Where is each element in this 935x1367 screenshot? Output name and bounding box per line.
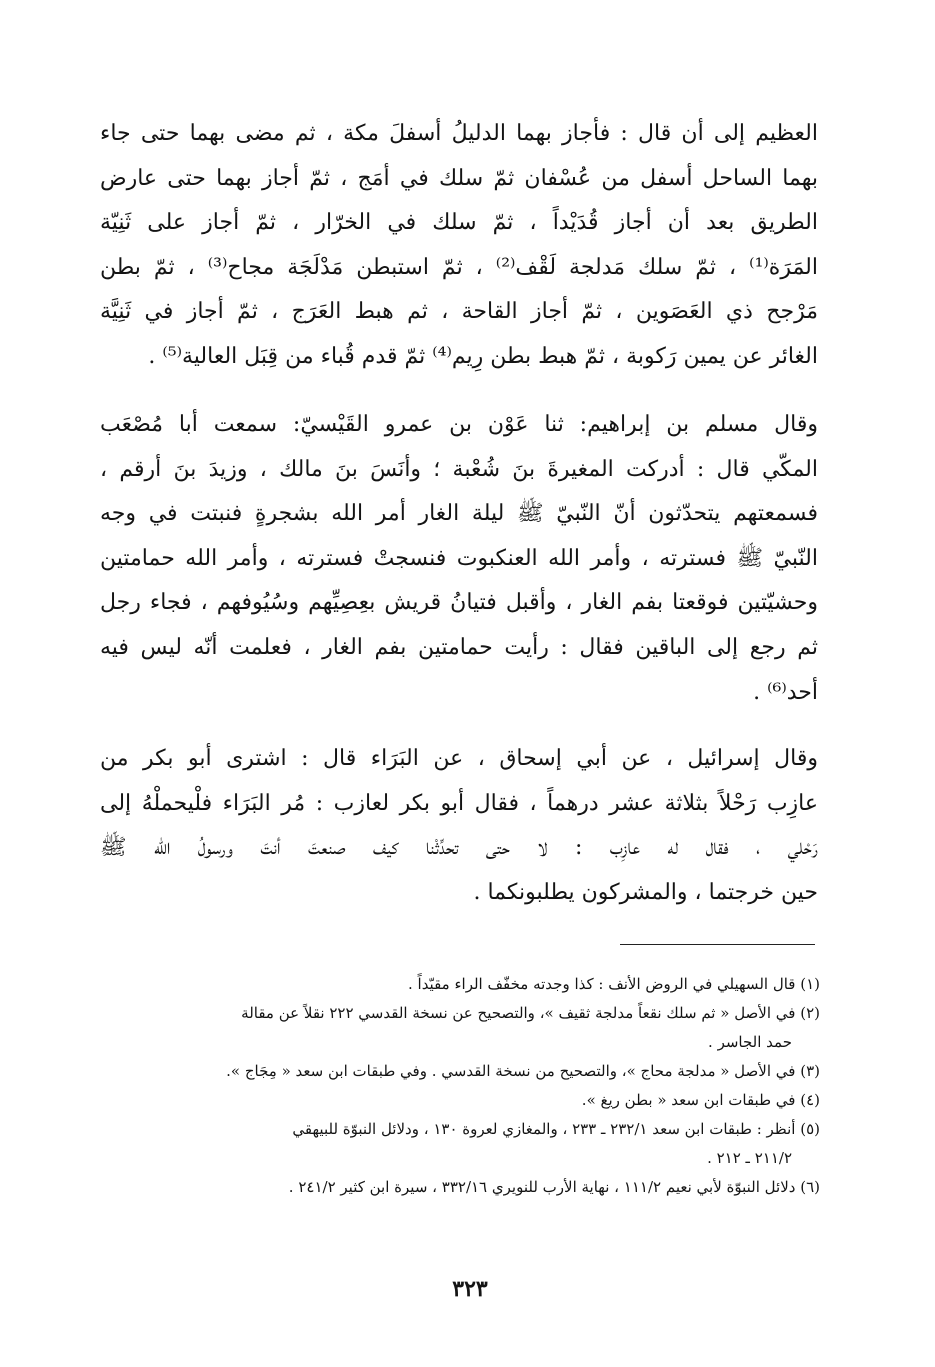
text-line: مَرْجح ذي العَصَوين ، ثمّ أجاز القاحة ، ثم هبط العَرَج ، ثمّ أجاز في ثَنِيَّة [100,299,818,325]
text-line: وقال إسرائيل ، عن أبي إسحاق ، عن البَرَاء قال : اشترى أبو بكر من [100,746,818,771]
paragraph-route-of-hijra [100,112,818,380]
text-line: المَرَة⁽¹⁾ ، ثمّ سلك مَدلجة لَقْف⁽²⁾ ، ثمّ استبطن مَدْلَجَة مجاح⁽³⁾ ، ثمّ بطن [100,254,818,280]
text-line: وحشيّتين فوقعتا بفم الغار ، وأقبل فتيانُ قريش بعِصِيِّهم وسُيُوفهم ، فجاء رجل [100,590,818,616]
footnote-2-continued: حمد الجاسر . [708,1033,792,1051]
text-line: رَحْلي ، فقال له عازِب : لا حتى تحدِّثْنا كيف صنعتَ أنتَ ورسولُ الله ﷺ [100,835,818,861]
text-line: ثم رجع إلى الباقين فقال : رأيت حمامتين بفم الغار ، فعلمت أنّه ليس فيه [100,634,818,660]
text-line: وقال مسلم بن إبراهيم: ثنا عَوْن بن عمرو القَيْسيّ: سمعت أبا مُصْعَب [100,412,818,437]
page-number: ٣٢٣ [452,1276,488,1302]
text-line: أحد⁽⁶⁾ . [753,679,818,705]
text-line: المكّي قال : أدركت المغيرةَ بنَ شُعْبة ؛ وأنَسَ بنَ مالك ، وزيدَ بنَ أرقم ، [100,456,818,482]
footnote-3: (٣) في الأصل « مدلجة محاج »، والتصحيح من نسخة القدسي . وفي طبقات ابن سعد « مِجَاج ». [226,1062,820,1080]
footnote-6: (٦) دلائل النبوّة لأبي نعيم ١١١/٢ ، نهاية الأرب للنويري ٣٣٢/١٦ ، سيرة ابن كثير ٢٤١/٢ . [288,1178,820,1196]
text-line: العظيم إلى أن قال : فأجاز بهما الدليلُ أسفلَ مكة ، ثم مضى بهما حتى جاء [100,121,818,146]
text-line: عازِب رَحْلاً بثلاثة عشر درهماً ، فقال أبو بكر لعازب : مُر البَرَاء فلْيحملْهُ إلى [100,790,818,816]
text-line: فسمعتهم يتحدّثون أنّ النّبيّ ﷺ ليلة الغار أمر الله بشجرةٍ فنبتت في وجه [100,501,818,527]
text-line: حين خرجتما ، والمشركون يطلبونكما . [473,879,818,905]
footnote-4: (٤) في طبقات ابن سعد « بطن ريغ ». [581,1091,820,1109]
footnotes [110,970,820,1202]
paragraph-bara-narration [100,737,818,915]
footnote-divider [620,944,815,945]
paragraph-cave-narration [100,403,818,715]
text-line: النّبيّ ﷺ فسترته ، وأمر الله العنكبوت فنسجتْ فسترته ، وأمر الله حمامتين [100,545,818,571]
text-line: الغائر عن يمين رَكوبة ، ثمّ هبط بطن رِيم⁽⁴⁾ ثمّ قدم قُباء من قِبَل العالية⁽⁵⁾ . [148,343,818,369]
footnote-2: (٢) في الأصل « ثم سلك نقعاً مدلجة ثقيف »، والتصحيح عن نسخة القدسي ٢٢٢ نقلاً عن مقالة [241,1004,820,1022]
text-line: بهما الساحل أسفل من عُسْفان ثمّ سلك في أمَج ، ثمّ أجاز بهما حتى عارض [100,165,818,191]
footnote-5-continued: ٢١١/٢ ـ ٢١٢ . [707,1149,792,1167]
footnote-1: (١) قال السهيلي في الروض الأنف : كذا وجدته مخفّف الراء مقيّداً . [407,975,820,993]
footnote-5: (٥) أنظر : طبقات ابن سعد ٢٣٢/١ ـ ٢٣٣ ، والمغازي لعروة ١٣٠ ، ودلائل النبوّة للبيهقي [292,1120,820,1138]
text-line: الطريق بعد أن أجاز قُدَيْداً ، ثمّ سلك في الخرّار ، ثمّ أجاز على ثَنِيّة [100,210,818,236]
